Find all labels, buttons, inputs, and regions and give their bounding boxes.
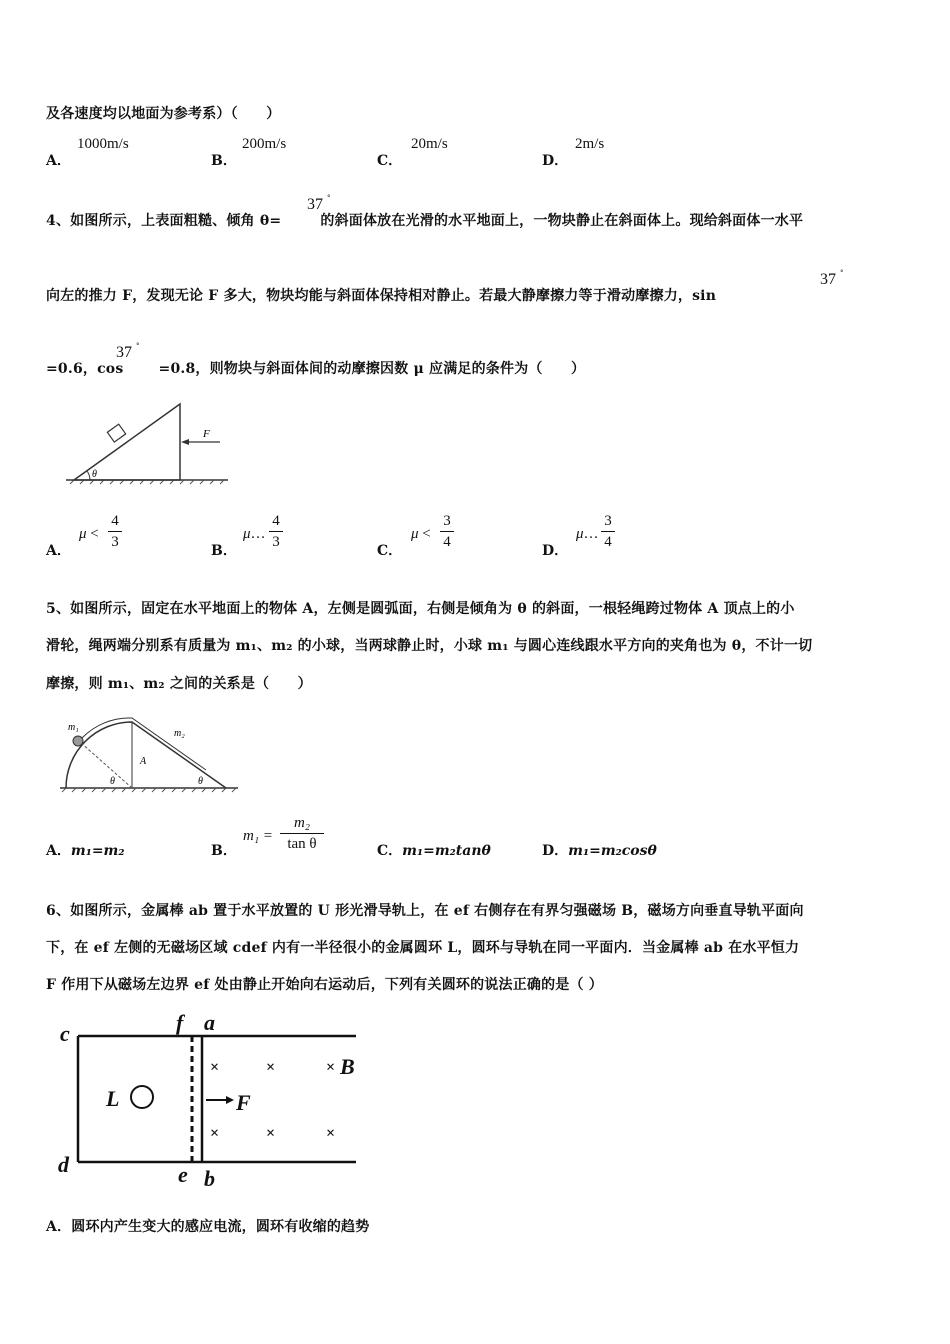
q3-option-a-letter: A． <box>46 153 71 169</box>
incline-body <box>74 404 180 480</box>
force-label: F <box>203 428 210 440</box>
q4-option-b-letter: B． <box>211 543 237 559</box>
q5-option-b-fraction: m₂ tan θ <box>280 814 324 853</box>
q5-option-c: C．m₁=m₂tanθ <box>377 843 491 859</box>
q6-line3: F 作用下从磁场左边界 ef 处由静止开始向右运动后，下列有关圆环的说法正确的是（ ） <box>46 977 603 993</box>
field-cross: × <box>266 1059 276 1076</box>
q3-option-b-value: 200m/s <box>242 136 287 152</box>
q3-option-d-value: 2m/s <box>575 136 605 152</box>
q3-option-a-value: 1000m/s <box>77 136 129 152</box>
q3-tail-text: 及各速度均以地面为参考系）（ ） <box>46 106 281 122</box>
q4-degree-2: ° <box>840 269 844 277</box>
q5-line2: 滑轮，绳两端分别系有质量为 m₁、m₂ 的小球，当两球静止时，小球 m₁ 与圆心连线跟水平方向的夹角也为 θ，不计一切 <box>46 638 813 654</box>
q4-line3-end: =0.8，则物块与斜面体间的动摩擦因数 μ 应满足的条件为（ ） <box>153 361 586 377</box>
label-e: e <box>178 1162 188 1187</box>
label-f: f <box>176 1010 184 1035</box>
field-cross: × <box>326 1125 336 1142</box>
label-theta-1: θ <box>110 776 115 787</box>
q4-angle-2: 37 <box>820 271 836 288</box>
q4-line1 <box>46 210 803 230</box>
q4-option-b-expr: μ… <box>243 526 266 542</box>
field-cross: × <box>210 1125 220 1142</box>
q3-option-c-value: 20m/s <box>411 136 448 152</box>
angle-label: θ <box>92 469 97 480</box>
q4-angle-1: 37 <box>307 196 323 213</box>
q4-degree-1: ° <box>327 194 331 202</box>
angle-arc <box>87 471 90 480</box>
q6-line2: 下，在 ef 左侧的无磁场区域 cdef 内有一半径很小的金属圆环 L，圆环与导轨在同一平面内．当金属棒 ab 在水平恒力 <box>46 940 800 956</box>
q4-line3-start: =0.6，cos <box>46 361 124 377</box>
label-m1: m₁ <box>68 722 79 733</box>
label-force: F <box>236 1090 251 1115</box>
label-c: c <box>60 1021 70 1046</box>
ball-m1 <box>73 736 83 746</box>
q4-degree-3: ° <box>136 342 140 350</box>
q4-line1-start: 4、如图所示，上表面粗糙、倾角 θ= <box>46 213 282 229</box>
q4-line1-end: 的斜面体放在光滑的水平地面上，一物块静止在斜面体上。现给斜面体一水平 <box>315 213 804 229</box>
q3-option-b-letter: B． <box>211 153 237 169</box>
block <box>107 424 125 442</box>
force-arrow-head <box>181 439 189 445</box>
label-m2: m₂ <box>174 728 185 739</box>
label-b: b <box>204 1166 215 1191</box>
label-l: L <box>106 1086 120 1111</box>
q6-option-a: A．圆环内产生变大的感应电流，圆环有收缩的趋势 <box>46 1219 370 1235</box>
q4-option-c-fraction: 3 4 <box>440 512 454 551</box>
field-cross: × <box>266 1125 276 1142</box>
q5-option-a: A．m₁=m₂ <box>46 843 125 859</box>
field-cross: × <box>210 1059 220 1076</box>
q3-option-d-letter: D． <box>542 153 569 169</box>
q4-option-d-fraction: 3 4 <box>601 512 615 551</box>
label-b-field: B <box>340 1054 355 1079</box>
ring-l <box>131 1086 153 1108</box>
label-theta-2: θ <box>198 776 203 787</box>
q5-arc-incline-figure <box>56 708 242 800</box>
q5-line3: 摩擦，则 m₁、m₂ 之间的关系是（ ） <box>46 676 312 692</box>
q4-angle-3: 37 <box>116 344 132 361</box>
q4-option-c-letter: C． <box>377 543 403 559</box>
radius-dashed <box>80 742 132 788</box>
q3-option-c-letter: C． <box>377 153 403 169</box>
q6-line1: 6、如图所示，金属棒 ab 置于水平放置的 U 形光滑导轨上，在 ef 右侧存在有界匀强磁场 B，磁场方向垂直导轨平面向 <box>46 903 804 919</box>
q4-incline-figure <box>60 398 230 490</box>
q4-option-d-letter: D． <box>542 543 569 559</box>
q5-line1: 5、如图所示，固定在水平地面上的物体 A，左侧是圆弧面，右侧是倾角为 θ 的斜面，一根轻绳跨过物体 A 顶点上的小 <box>46 601 795 617</box>
force-f-arrow-head <box>226 1096 234 1104</box>
q6-rail-figure <box>56 1006 366 1192</box>
label-a: a <box>204 1010 215 1035</box>
field-cross: × <box>326 1059 336 1076</box>
q4-option-a-fraction: 4 3 <box>108 512 122 551</box>
q5-option-b-letter: B． <box>211 843 237 859</box>
q4-option-c-expr: μ < <box>411 526 431 542</box>
q5-option-d: D．m₁=m₂cosθ <box>542 843 657 859</box>
q4-option-a-letter: A． <box>46 543 71 559</box>
label-a: A <box>140 756 147 767</box>
q4-option-b-fraction: 4 3 <box>269 512 283 551</box>
q4-line2: 向左的推力 F，发现无论 F 多大，物块均能与斜面体保持相对静止。若最大静摩擦力等于滑动摩擦力，sin <box>46 288 717 304</box>
label-d: d <box>58 1152 69 1177</box>
q5-option-b-lhs: m₁ = <box>243 828 273 844</box>
q4-option-d-expr: μ… <box>576 526 599 542</box>
q4-option-a-expr: μ < <box>79 526 99 542</box>
